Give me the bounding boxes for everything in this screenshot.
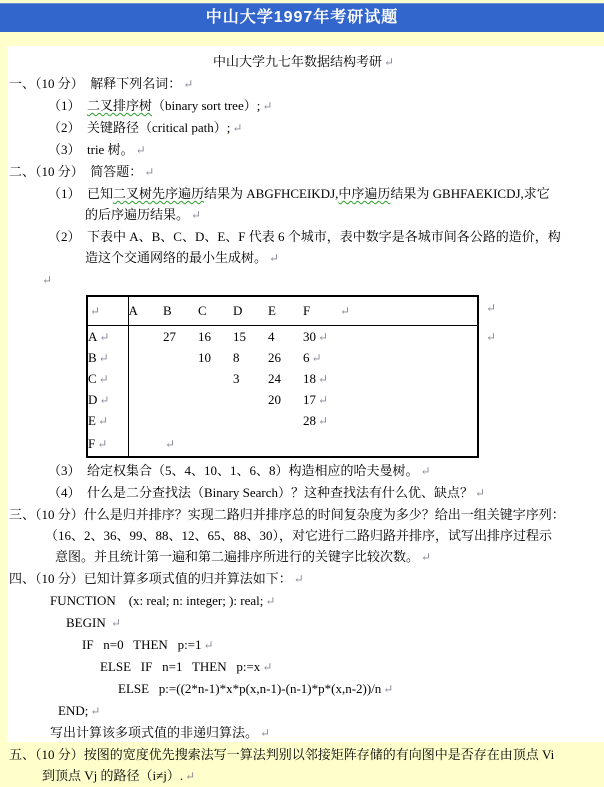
cost-cell — [198, 410, 233, 431]
cost-cell — [198, 431, 233, 457]
cost-cell: 27 — [163, 328, 176, 344]
section-5-line-2-text: 到顶点 Vj 的路径（i≠j）. — [42, 768, 184, 783]
pilcrow-mark: ↵ — [97, 436, 108, 451]
filler-cell — [338, 347, 478, 368]
pilcrow-mark: ↵ — [185, 769, 196, 783]
header-filler-cell — [338, 296, 478, 326]
pilcrow-mark: ↵ — [165, 436, 176, 451]
cost-cell — [268, 431, 303, 457]
row-label-text: F — [88, 435, 96, 451]
filler-cell — [338, 368, 478, 389]
pilcrow-mark: ↵ — [42, 273, 53, 287]
row-label-text: C — [88, 370, 97, 386]
cost-cell: 3 — [233, 370, 240, 386]
section-4-tail-text: 写出计算该多项式值的非递归算法。 — [50, 725, 259, 740]
pilcrow-mark: ↵ — [97, 413, 109, 428]
section-2-heading-text: 二、（10 分） 简答题： — [9, 164, 143, 179]
cost-cell — [303, 410, 338, 431]
cost-cell: 24 — [268, 370, 281, 386]
cost-cell — [128, 431, 163, 457]
table-row-d — [87, 389, 478, 410]
pilcrow-mark: ↵ — [318, 413, 329, 428]
row-label-c — [87, 368, 128, 389]
q2-item-1-seg2: 二叉树先序遍历 — [113, 186, 205, 201]
cost-cell — [303, 368, 338, 389]
cost-cell — [268, 410, 303, 431]
pilcrow-mark: ↵ — [262, 660, 273, 674]
q2-item-4-text: （4） 什么是二分查找法（Binary Search）？这种查找法有什么优、缺点？ — [48, 485, 474, 500]
document-body — [7, 46, 604, 783]
pilcrow-mark: ↵ — [420, 464, 431, 478]
cost-cell: 15 — [233, 328, 246, 344]
q1-item-1-term: 二叉排序树 — [87, 98, 153, 113]
table-row-c — [87, 368, 478, 389]
pilcrow-mark: ↵ — [293, 572, 304, 586]
page-header-bar — [0, 3, 604, 32]
cost-matrix-wrapper — [86, 295, 497, 458]
section-3-line-1 — [9, 504, 598, 525]
cost-cell — [128, 326, 163, 348]
pilcrow-mark: ↵ — [260, 726, 271, 740]
pilcrow-mark: ↵ — [98, 350, 109, 365]
section-3-line-1-text: 三、（10 分）什么是归并排序？实现二路归并排序总的时间复杂度为多少？给出一组关键字序列： — [9, 507, 565, 522]
row-label-a — [87, 326, 128, 348]
section-3-line-2-text: （16、2、36、99、88、12、65、88、30），对它进行二路归路并排序，试写出排序过程示 — [45, 528, 553, 543]
section-4-tail — [9, 722, 598, 744]
q1-item-2 — [9, 117, 598, 139]
pilcrow-mark: ↵ — [318, 371, 329, 386]
pilcrow-mark: ↵ — [318, 329, 329, 344]
q2-item-1-line-1 — [9, 183, 598, 204]
cost-cell: 20 — [268, 391, 281, 407]
pilcrow-mark: ↵ — [486, 330, 497, 344]
row-label-text: A — [88, 328, 98, 344]
q2-item-1-seg4: 中序遍历 — [338, 186, 391, 201]
cost-cell — [128, 410, 163, 431]
q1-item-1-rest: （binary sort tree）; — [152, 98, 261, 113]
code-line-else-if — [9, 656, 598, 678]
row-label-text: E — [88, 412, 96, 428]
q1-item-1-number: （1） — [48, 98, 88, 113]
cost-cell — [233, 431, 268, 457]
pilcrow-mark: ↵ — [90, 704, 101, 718]
q2-item-2-line-2-text: 造这个交通网络的最小生成树。 — [85, 250, 268, 265]
q2-item-2-line-2 — [9, 247, 598, 269]
cost-cell: 26 — [268, 349, 281, 365]
cost-cell — [163, 347, 198, 368]
section-5-line-1-text: 五、（10 分）按图的宽度优先搜索法写一算法判别以邻接矩阵存储的有向图中是否存在由顶点 Vi — [9, 747, 555, 762]
pilcrow-mark: ↵ — [421, 550, 432, 564]
code-line-end — [9, 700, 598, 722]
filler-cell — [338, 389, 478, 410]
cost-value: 30 — [303, 328, 316, 344]
section-3-line-3-text: 意图。并且统计第一遍和第二遍排序所进行的关键字比较次数。 — [55, 549, 420, 564]
pilcrow-mark: ↵ — [262, 99, 273, 113]
cost-cell — [128, 389, 163, 410]
empty-paragraph — [9, 269, 598, 291]
pilcrow-mark: ↵ — [340, 304, 351, 318]
cost-cell — [233, 410, 268, 431]
code-line-else-formula — [9, 678, 598, 700]
cost-cell — [303, 431, 338, 457]
section-3-line-2 — [9, 525, 598, 546]
row-label-text: B — [88, 349, 97, 365]
table-header-row — [87, 296, 478, 326]
section-1-heading-text: 一、（10 分） 解释下列名词： — [9, 76, 182, 91]
corner-cell — [87, 296, 128, 326]
q2-item-4 — [9, 482, 598, 504]
cost-cell: 16 — [198, 328, 211, 344]
q2-item-1-seg1: （1） 已知 — [48, 186, 114, 201]
cost-cell — [128, 368, 163, 389]
cost-value: 28 — [303, 412, 316, 428]
col-header-f: F — [303, 296, 338, 326]
row-label-f — [87, 431, 128, 457]
col-header-c: C — [198, 296, 233, 326]
cost-cell — [163, 389, 198, 410]
cost-cell: 8 — [233, 349, 240, 365]
pilcrow-mark: ↵ — [99, 329, 110, 344]
code-function-text: FUNCTION (x: real; n: integer; ): real; — [50, 593, 264, 608]
cost-cell — [233, 389, 268, 410]
pilcrow-mark: ↵ — [98, 371, 109, 386]
section-1-heading — [9, 73, 598, 95]
cost-cell — [128, 347, 163, 368]
pilcrow-mark: ↵ — [99, 392, 110, 407]
q2-item-1-seg5: 结果为 GBHFAEKICDJ,求它 — [390, 186, 550, 201]
section-5-line-2 — [9, 765, 598, 787]
code-else-if-text: ELSE IF n=1 THEN p:=x — [100, 659, 261, 674]
code-line-if — [9, 634, 598, 656]
doc-title-line — [9, 51, 598, 73]
table-row-f — [87, 431, 478, 457]
row-label-d — [87, 389, 128, 410]
table-row-b — [87, 347, 478, 368]
pilcrow-mark: ↵ — [486, 301, 497, 315]
code-if-text: IF n=0 THEN p:=1 — [82, 637, 202, 652]
pilcrow-mark: ↵ — [135, 143, 146, 157]
cost-cell — [198, 389, 233, 410]
code-begin-text: BEGIN — [66, 615, 109, 630]
q1-item-1 — [9, 95, 598, 117]
pilcrow-mark: ↵ — [318, 392, 329, 407]
code-else-formula-text: ELSE p:=((2*n-1)*x*p(x,n-1)-(n-1)*p*(x,n-2))/n — [118, 681, 382, 696]
filler-cell — [338, 410, 478, 431]
q2-item-3 — [9, 460, 598, 482]
cost-cell — [163, 431, 198, 457]
code-end-text: END; — [58, 703, 89, 718]
table-row-a — [87, 326, 478, 348]
cost-matrix-table — [86, 295, 479, 458]
row-label-text: D — [88, 391, 98, 407]
pilcrow-mark: ↵ — [269, 251, 280, 265]
pilcrow-mark: ↵ — [191, 208, 202, 222]
cost-cell — [303, 326, 338, 348]
row-label-e — [87, 410, 128, 431]
row-label-b — [87, 347, 128, 368]
pilcrow-mark: ↵ — [232, 121, 243, 135]
filler-cell — [338, 326, 478, 348]
pilcrow-mark: ↵ — [183, 77, 194, 91]
cost-cell — [303, 347, 338, 368]
cost-cell — [303, 389, 338, 410]
q2-item-1-seg3: 结果为 ABGFHCEIKDJ, — [204, 186, 339, 201]
page-title: 中山大学1997年考研试题 — [205, 9, 399, 26]
cost-cell: 4 — [268, 328, 275, 344]
doc-title: 中山大学九七年数据结构考研 — [212, 54, 382, 69]
table-row-e — [87, 410, 478, 431]
section-2-heading — [9, 161, 598, 183]
q1-item-3 — [9, 139, 598, 161]
pilcrow-mark: ↵ — [203, 638, 214, 652]
pilcrow-mark: ↵ — [144, 165, 155, 179]
cost-cell: 10 — [198, 349, 211, 365]
col-header-b: B — [163, 296, 198, 326]
col-header-a: A — [128, 296, 163, 326]
pilcrow-mark: ↵ — [110, 616, 122, 630]
pilcrow-mark: ↵ — [383, 682, 394, 696]
col-header-e: E — [268, 296, 303, 326]
filler-cell — [338, 431, 478, 457]
section-5-line-1 — [9, 744, 598, 765]
cost-value: 6 — [303, 349, 310, 365]
cost-cell — [198, 368, 233, 389]
pilcrow-mark: ↵ — [311, 350, 322, 365]
q1-item-2-text: （2） 关键路径（critical path）; — [48, 120, 231, 135]
pilcrow-mark: ↵ — [90, 304, 101, 318]
section-3-line-3 — [9, 546, 598, 568]
q1-item-3-text: （3） trie 树。 — [48, 142, 134, 157]
q2-item-1-line-2-text: 的后序遍历结果。 — [85, 207, 190, 222]
pilcrow-mark: ↵ — [475, 486, 486, 500]
pilcrow-mark: ↵ — [383, 55, 395, 69]
cost-cell — [163, 368, 198, 389]
section-4-heading — [9, 568, 598, 590]
pilcrow-mark: ↵ — [265, 594, 276, 608]
col-header-d: D — [233, 296, 268, 326]
cost-value: 17 — [303, 391, 316, 407]
q2-item-1-line-2 — [9, 204, 598, 226]
q2-item-2-line-1 — [9, 226, 598, 247]
section-4-heading-text: 四、（10 分）已知计算多项式值的归并算法如下： — [9, 571, 292, 586]
cost-value: 18 — [303, 370, 316, 386]
q2-item-2-line-1-text: （2） 下表中 A、B、C、D、E、F 代表 6 个城市，表中数字是各城市间各公路的造价，构 — [48, 229, 561, 244]
code-line-begin — [9, 612, 598, 634]
cost-cell — [163, 410, 198, 431]
q2-item-3-text: （3） 给定权集合（5、4、10、1、6、8）构造相应的哈夫曼树。 — [48, 463, 419, 478]
code-line-function — [9, 590, 598, 612]
